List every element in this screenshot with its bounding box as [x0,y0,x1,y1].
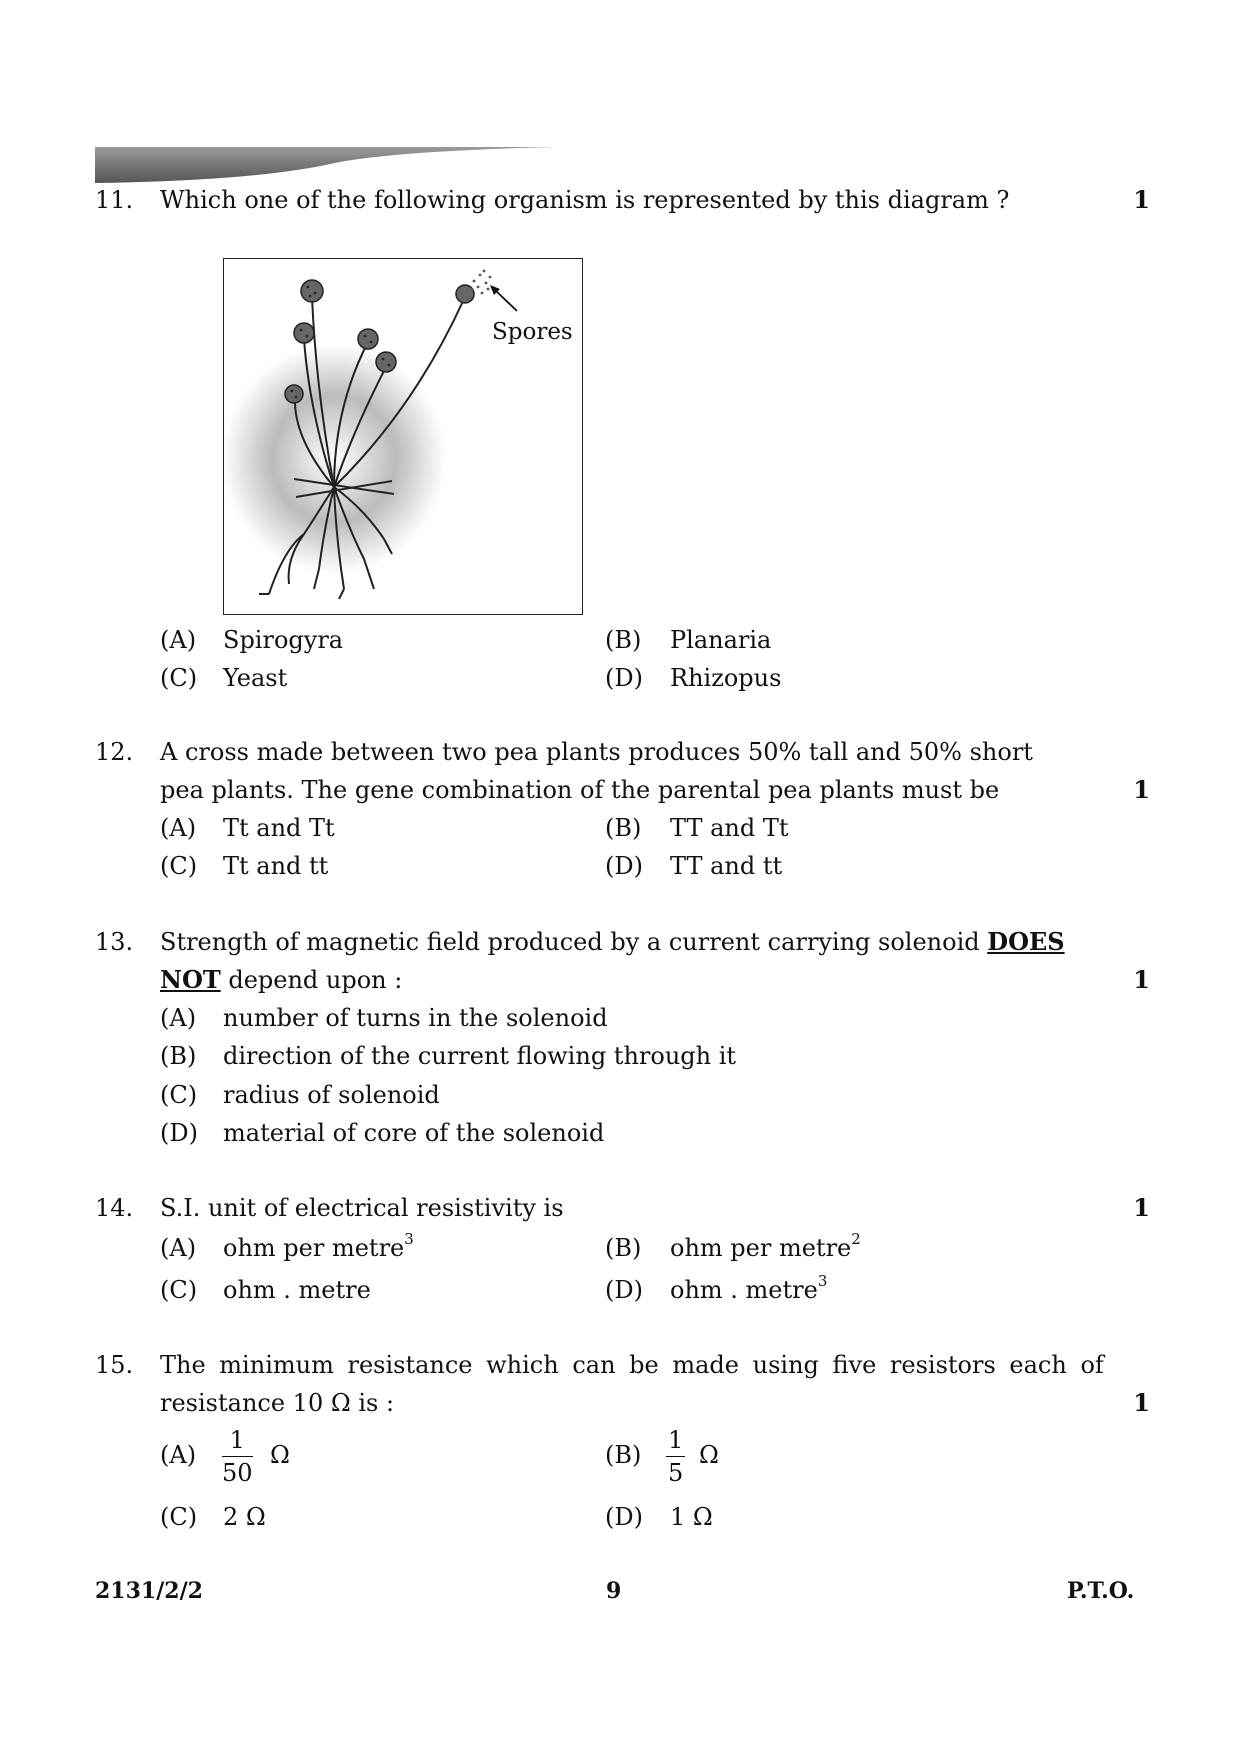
option-text: Spirogyra [223,626,344,654]
question-number: 12. [95,738,134,766]
option-text: Yeast [223,664,288,692]
figure-label: Spores [492,319,573,345]
question-number: 13. [95,928,134,956]
option-label: (C) [160,664,198,692]
option-label: (B) [605,814,642,842]
option-label: (C) [160,1276,198,1304]
question-text: pea plants. The gene combination of the parental pea plants must be [160,776,1000,804]
option-text: number of turns in the solenoid [223,1004,608,1032]
question-text: The minimum resistance which can be made using five resistors each of [160,1351,1104,1379]
option-text: 2 Ω [223,1503,266,1531]
option-text: material of core of the solenoid [223,1119,605,1147]
superscript: 3 [817,1272,828,1290]
question-text: A cross made between two pea plants produces 50% tall and 50% short [160,738,1033,766]
option-label: (D) [605,1503,643,1531]
question-text: Which one of the following organism is represented by this diagram ? [160,186,1010,214]
option-label: (A) [160,1234,197,1262]
option-text: ohm . metre$^3$ [670,1272,828,1304]
fraction-denominator: 5 [668,1459,684,1487]
emphasis-text: NOT [160,965,221,994]
option-label: (A) [160,1004,197,1032]
fraction-numerator: 1 [666,1428,685,1457]
option-text: ohm per metre$^2$ [670,1230,861,1262]
option-text: Tt and Tt [223,814,335,842]
question-number: 15. [95,1351,134,1379]
question-text: resistance 10 Ω is : [160,1389,395,1417]
option-label: (C) [160,1081,198,1109]
paper-code: 2131/2/2 [95,1578,203,1604]
question-marks: 1 [1133,1388,1150,1417]
header-banner [95,145,555,185]
option-label: (B) [605,626,642,654]
option-text: ohm . metre [223,1276,371,1304]
option-label: (A) [160,1441,197,1469]
option-text: Rhizopus [670,664,782,692]
question-number: 11. [95,186,134,214]
fraction [666,1428,685,1485]
option-text: direction of the current flowing through it [223,1042,737,1070]
question-number: 14. [95,1194,134,1222]
option-label: (C) [160,852,198,880]
question-marks: 1 [1133,1193,1150,1222]
fungus-illustration [224,259,582,614]
question-text: S.I. unit of electrical resistivity is [160,1194,564,1222]
option-text: 1 Ω [670,1503,713,1531]
pto-label: P.T.O. [1067,1578,1135,1604]
question-marks: 1 [1133,775,1150,804]
option-label: (A) [160,626,197,654]
option-text: Planaria [670,626,772,654]
option-label: (B) [160,1042,197,1070]
option-text: radius of solenoid [223,1081,440,1109]
question-text [160,927,1065,956]
option-label: (A) [160,814,197,842]
question-text-part: depend upon : [220,966,403,994]
option-text: TT and tt [670,852,783,880]
option-label: (B) [605,1441,642,1469]
question-text [160,965,403,994]
rhizopus-diagram [223,258,583,615]
question-text-part: Strength of magnetic field produced by a current carrying solenoid [160,928,988,956]
question-marks: 1 [1133,965,1150,994]
unit-symbol: Ω [270,1441,290,1469]
option-label: (D) [160,1119,198,1147]
superscript: 3 [404,1230,414,1248]
option-label: (D) [605,852,643,880]
question-marks: 1 [1133,185,1150,214]
fraction-denominator: 50 [222,1459,253,1487]
emphasis-text: DOES [987,927,1065,956]
superscript: 2 [851,1230,861,1248]
page-number: 9 [606,1578,622,1604]
fraction-numerator: 1 [222,1428,253,1457]
unit-symbol: Ω [699,1441,719,1469]
fraction [222,1428,253,1485]
option-label: (D) [605,1276,643,1304]
option-label: (C) [160,1503,198,1531]
option-text: Tt and tt [223,852,329,880]
option-text: TT and Tt [670,814,789,842]
option-text: ohm per metre$^3$ [223,1230,414,1262]
option-label: (D) [605,664,643,692]
option-label: (B) [605,1234,642,1262]
